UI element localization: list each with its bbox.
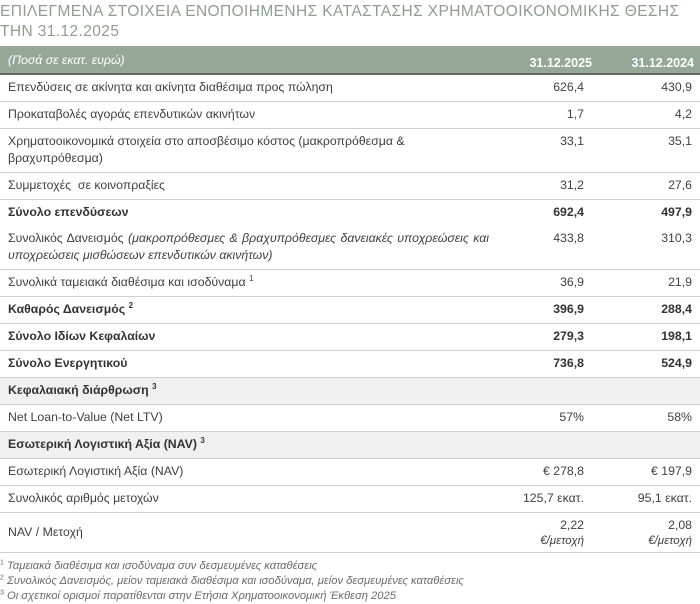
value-2024 xyxy=(598,378,700,405)
footnote-ref: 1 xyxy=(249,273,254,283)
table-row xyxy=(0,459,700,486)
table-row-total-assets xyxy=(0,351,700,378)
financial-position-table xyxy=(0,46,700,553)
row-label-text: Συνολικά ταμειακά διαθέσιμα και ισοδύναμα xyxy=(8,275,246,289)
row-label-main: Συνολικός Δανεισμός xyxy=(8,231,124,245)
row-label: Επενδύσεις σε ακίνητα και ακίνητα διαθέσιμα προς πώληση xyxy=(0,74,495,102)
footnote-ref: 3 xyxy=(152,381,157,391)
value-2025: 57% xyxy=(495,405,598,432)
value-2024: 95,1 εκατ. xyxy=(598,486,700,513)
value-2025: 33,1 xyxy=(495,129,598,173)
row-label: Σύνολο επενδύσεων xyxy=(8,205,129,219)
row-label: Σύνολο Ενεργητικού xyxy=(0,351,495,378)
column-header-2024: 31.12.2024 xyxy=(598,46,700,74)
value-2025: 279,3 xyxy=(495,324,598,351)
footnote-number: 1 xyxy=(0,559,4,567)
section-label xyxy=(0,378,495,405)
page-title: ΕΠΙΛΕΓΜΕΝΑ ΣΤΟΙΧΕΙΑ ΕΝΟΠΟΙΗΜΕΝΗΣ ΚΑΤΑΣΤΑΣΗΣ ΧΡΗΜΑΤΟΟΙΚΟΝΟΜΙΚΗΣ ΘΕΣΗΣ ΤΗΝ 31.12.2025 xyxy=(0,3,680,40)
section-header-nav xyxy=(0,432,700,459)
table-row xyxy=(0,226,700,270)
table-row-net-debt xyxy=(0,297,700,324)
table-row xyxy=(0,102,700,129)
table-row-total-equity xyxy=(0,324,700,351)
table-row xyxy=(0,270,700,297)
value-2025: 125,7 εκατ. xyxy=(495,486,598,513)
row-label-text: Καθαρός Δανεισμός xyxy=(8,302,126,316)
value-2024: 288,4 xyxy=(598,297,700,324)
value-2025: € 278,8 xyxy=(495,459,598,486)
footnote-ref: 3 xyxy=(200,435,205,445)
table-row-total-investments xyxy=(0,200,700,227)
footnote-number: 2 xyxy=(0,574,4,582)
footnote-text: Συνολικός Δανεισμός, μείον ταμειακά διαθέσιμα και ισοδύναμα, μείον δεσμευμένες καταθέσεις xyxy=(7,575,464,587)
column-header-2025: 31.12.2025 xyxy=(495,46,598,74)
value-2024: 27,6 xyxy=(598,173,700,200)
table-row xyxy=(0,486,700,513)
value-number: 2,22 xyxy=(560,518,584,532)
row-label: Συμμετοχές σε κοινοπραξίες xyxy=(0,173,495,200)
row-label: Χρηματοοικονομικά στοιχεία στο αποσβέσιμο κόστος (μακροπρόθεσμα & βραχυπρόθεσμα) xyxy=(0,129,495,173)
value-2024 xyxy=(598,513,700,553)
table-row xyxy=(0,74,700,102)
row-label xyxy=(0,270,495,297)
value-2025: 692,4 xyxy=(553,205,584,219)
value-2024: 58% xyxy=(598,405,700,432)
row-label xyxy=(0,297,495,324)
table-row xyxy=(0,513,700,553)
value-2024: 524,9 xyxy=(598,351,700,378)
value-2025: 396,9 xyxy=(495,297,598,324)
footnote-text: Ταμειακά διαθέσιμα και ισοδύναμα συν δεσμευμένες καταθέσεις xyxy=(7,560,318,572)
footnote-ref: 2 xyxy=(128,300,134,310)
table-row xyxy=(0,173,700,200)
value-2024: 430,9 xyxy=(598,74,700,102)
value-2025: 1,7 xyxy=(495,102,598,129)
row-label: Net Loan-to-Value (Net LTV) xyxy=(0,405,495,432)
value-2025 xyxy=(495,378,598,405)
value-2025: 736,8 xyxy=(495,351,598,378)
row-label-note: (μακροπρόθεσμες & βραχυπρόθεσμες δανειακές υποχρεώσεις και υποχρεώσεις μισθώσεων επενδυτικών ακινήτων) xyxy=(8,231,490,262)
value-2024: 198,1 xyxy=(598,324,700,351)
footnote-3 xyxy=(0,589,700,604)
row-label: Εσωτερική Λογιστική Αξία (NAV) xyxy=(0,459,495,486)
row-label xyxy=(0,226,495,270)
value-2024: 21,9 xyxy=(598,270,700,297)
value-2025 xyxy=(495,432,598,459)
section-label-text: Εσωτερική Λογιστική Αξία (NAV) xyxy=(8,437,197,451)
row-label: Προκαταβολές αγοράς επενδυτικών ακινήτων xyxy=(0,102,495,129)
table-header-row xyxy=(0,46,700,74)
value-2025: 31,2 xyxy=(495,173,598,200)
value-2025 xyxy=(495,513,598,553)
units-label: (Ποσά σε εκατ. ευρώ) xyxy=(0,46,495,74)
footnote-text: Οι σχετικοί ορισμοί παρατίθενται στην Ετήσια Χρηματοοικονομική Έκθεση 2025 xyxy=(7,590,396,602)
section-label xyxy=(0,432,495,459)
value-2024: 497,9 xyxy=(661,205,692,219)
footnote-number: 3 xyxy=(0,589,4,597)
value-2025: 433,8 xyxy=(495,226,598,270)
section-label-text: Κεφαλαιακή διάρθρωση xyxy=(8,383,149,397)
table-row xyxy=(0,405,700,432)
value-2024: 35,1 xyxy=(598,129,700,173)
value-2024 xyxy=(598,432,700,459)
footnote-2 xyxy=(0,574,700,589)
value-2025: 626,4 xyxy=(495,74,598,102)
value-unit: €/μετοχή xyxy=(648,535,692,547)
table-row xyxy=(0,129,700,173)
footnote-1 xyxy=(0,559,700,574)
value-2025: 36,9 xyxy=(495,270,598,297)
row-label: Συνολικός αριθμός μετοχών xyxy=(0,486,495,513)
value-unit: €/μετοχή xyxy=(540,535,584,547)
footnotes xyxy=(0,559,700,604)
section-header-capital-structure xyxy=(0,378,700,405)
row-label: NAV / Μετοχή xyxy=(0,513,495,553)
value-2024: € 197,9 xyxy=(598,459,700,486)
value-2024: 4,2 xyxy=(598,102,700,129)
value-2024: 310,3 xyxy=(598,226,700,270)
row-label: Σύνολο Ιδίων Κεφαλαίων xyxy=(0,324,495,351)
value-number: 2,08 xyxy=(668,518,692,532)
